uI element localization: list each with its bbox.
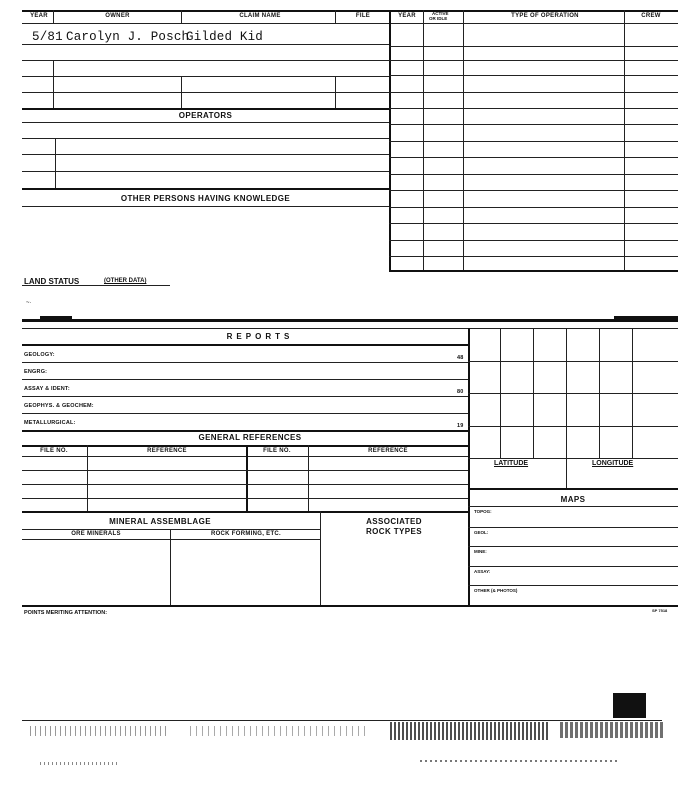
mineral-assemblage-title: MINERAL ASSEMBLAGE	[109, 517, 211, 526]
maps-item-geol: GEOL:	[474, 530, 489, 535]
rock-forming-header: ROCK FORMING, ETC.	[210, 531, 282, 537]
divider-bar-right-blob	[614, 316, 678, 321]
divider-bar	[22, 319, 678, 322]
scribble-mark: ~·	[26, 300, 32, 306]
report-num-geology: 48	[457, 355, 464, 361]
associated-rock-types-line2: ROCK TYPES	[365, 527, 422, 536]
entry-owner: Carolyn J. Posch	[66, 30, 190, 44]
gr-header-file-no-1: FILE NO.	[40, 448, 68, 454]
other-persons-title: OTHER PERSONS HAVING KNOWLEDGE	[120, 194, 291, 203]
report-num-assay: 80	[457, 389, 464, 395]
gr-header-file-no-2: FILE NO.	[263, 448, 291, 454]
gr-header-reference-2: REFERENCE	[368, 448, 408, 454]
form-number: SP 7518	[652, 608, 668, 613]
points-meriting-attention: POINTS MERITING ATTENTION:	[24, 610, 108, 616]
operators-title: OPERATORS	[178, 111, 233, 120]
report-label-engrg: ENGRG:	[24, 369, 48, 375]
land-status-subtitle: (OTHER DATA)	[104, 278, 147, 284]
maps-item-assay: ASSAY:	[474, 569, 491, 574]
col-header-claim-name: CLAIM NAME	[239, 13, 281, 19]
associated-rock-types-line1: ASSOCIATED	[366, 517, 422, 526]
maps-item-mine: MINE:	[474, 549, 487, 554]
col-header-owner: OWNER	[105, 13, 130, 19]
report-num-metallurgical: 19	[457, 423, 464, 429]
land-status-title: LAND STATUS	[24, 277, 80, 286]
col-header-year: YEAR	[30, 13, 48, 19]
col-header-active-2: OR IDLE	[429, 16, 448, 21]
general-references-title: GENERAL REFERENCES	[198, 433, 302, 442]
col-header-active-1: ACTIVE	[432, 11, 449, 16]
longitude-label: LONGITUDE	[592, 460, 634, 467]
maps-item-other: OTHER (& PHOTOS)	[474, 588, 518, 593]
reports-title: REPORTS	[226, 332, 294, 341]
report-label-geology: GEOLOGY:	[24, 352, 55, 358]
ore-minerals-header: ORE MINERALS	[71, 531, 121, 537]
col-header-crew: CREW	[641, 13, 661, 19]
col-header-type-of-operation: TYPE OF OPERATION	[511, 13, 579, 19]
divider-bar-left-blob	[40, 316, 72, 321]
latitude-label: LATITUDE	[494, 460, 529, 467]
report-label-geophys: GEOPHYS. & GEOCHEM:	[24, 403, 94, 409]
gr-header-reference-1: REFERENCE	[147, 448, 187, 454]
maps-item-topog: TOPOG:	[474, 509, 492, 514]
entry-claim-name: Gilded Kid	[186, 30, 264, 44]
black-square	[613, 693, 646, 718]
report-label-metallurgical: METALLURGICAL:	[24, 420, 76, 426]
col-header-file: FILE	[355, 13, 371, 19]
maps-title: MAPS	[560, 495, 586, 504]
col-header-year-2: YEAR	[398, 13, 416, 19]
entry-year: 5/81	[32, 30, 63, 44]
report-label-assay: ASSAY & IDENT:	[24, 386, 70, 392]
